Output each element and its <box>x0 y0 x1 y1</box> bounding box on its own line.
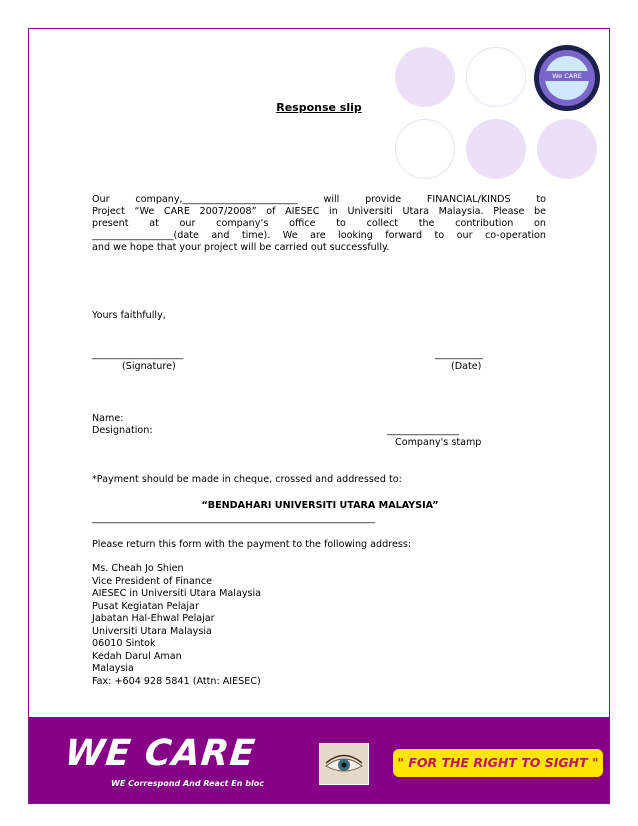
name-label: Name: <box>92 413 124 424</box>
address-line-8: Kedah Darul Aman <box>92 650 182 662</box>
para-line-1: Our company,________________________ will provide FINANCIAL/KINDS to <box>92 194 546 205</box>
designation-label: Designation: <box>92 425 153 436</box>
document-page <box>28 28 610 804</box>
stamp-line: _______________ <box>387 425 459 436</box>
address-line-6: Universiti Utara Malaysia <box>92 625 212 637</box>
footer-banner <box>29 717 609 803</box>
stamp-label: Company's stamp <box>395 437 482 448</box>
decor-circle-4 <box>395 119 455 179</box>
address-line-5: Jabatan Hal-Ehwal Pelajar <box>92 613 215 624</box>
footer-brand: WE CARE <box>62 733 258 774</box>
address-line-9: Malaysia <box>92 663 134 674</box>
para-line-2: Project “We CARE 2007/2008” of AIESEC in Universiti Utara Malaysia. Please be <box>92 206 546 217</box>
signature-label: (Signature) <box>122 361 176 372</box>
address-line-1: Ms. Cheah Jo Shien <box>92 563 184 574</box>
logo-label: We CARE <box>545 71 589 81</box>
decor-circle-2 <box>466 47 526 107</box>
decor-circle-1 <box>395 47 455 107</box>
para-line-5: and we hope that your project will be carried out successfully. <box>92 242 390 253</box>
document-title: Response slip <box>276 101 362 114</box>
footer-slogan: " FOR THE RIGHT TO SIGHT " <box>393 749 603 777</box>
address-line-7: 06010 Sintok <box>92 638 156 649</box>
date-line: __________ <box>435 349 483 360</box>
closing-text: Yours faithfully, <box>92 310 166 321</box>
address-line-4: Pusat Kegiatan Pelajar <box>92 600 199 612</box>
address-line-10: Fax: +604 928 5841 (Attn: AIESEC) <box>92 675 261 687</box>
logo-core <box>545 56 589 100</box>
eye-image-icon <box>319 743 369 785</box>
para-line-4: _________________(date and time). We are looking forward to our co-operation <box>92 230 546 241</box>
address-line-3: AIESEC in Universiti Utara Malaysia <box>92 588 262 599</box>
logo-inner-ring <box>539 50 595 106</box>
address-line-2: Vice President of Finance <box>92 575 213 587</box>
separator-line: ___________________________________________________________ <box>92 513 376 524</box>
payee-name: “BENDAHARI UNIVERSITI UTARA MALAYSIA” <box>201 500 439 511</box>
payment-note: *Payment should be made in cheque, crossed and addressed to: <box>92 474 402 485</box>
return-note: Please return this form with the payment to the following address: <box>92 539 412 550</box>
footer-tagline: WE Correspond And React En bloc <box>111 779 264 788</box>
signature-line: ___________________ <box>92 349 184 360</box>
para-line-3: present at our company’s office to collect the contribution on <box>92 218 546 229</box>
date-label: (Date) <box>451 361 482 372</box>
decor-circle-6 <box>537 119 597 179</box>
eye-graphic <box>320 744 368 784</box>
decor-circle-5 <box>466 119 526 179</box>
